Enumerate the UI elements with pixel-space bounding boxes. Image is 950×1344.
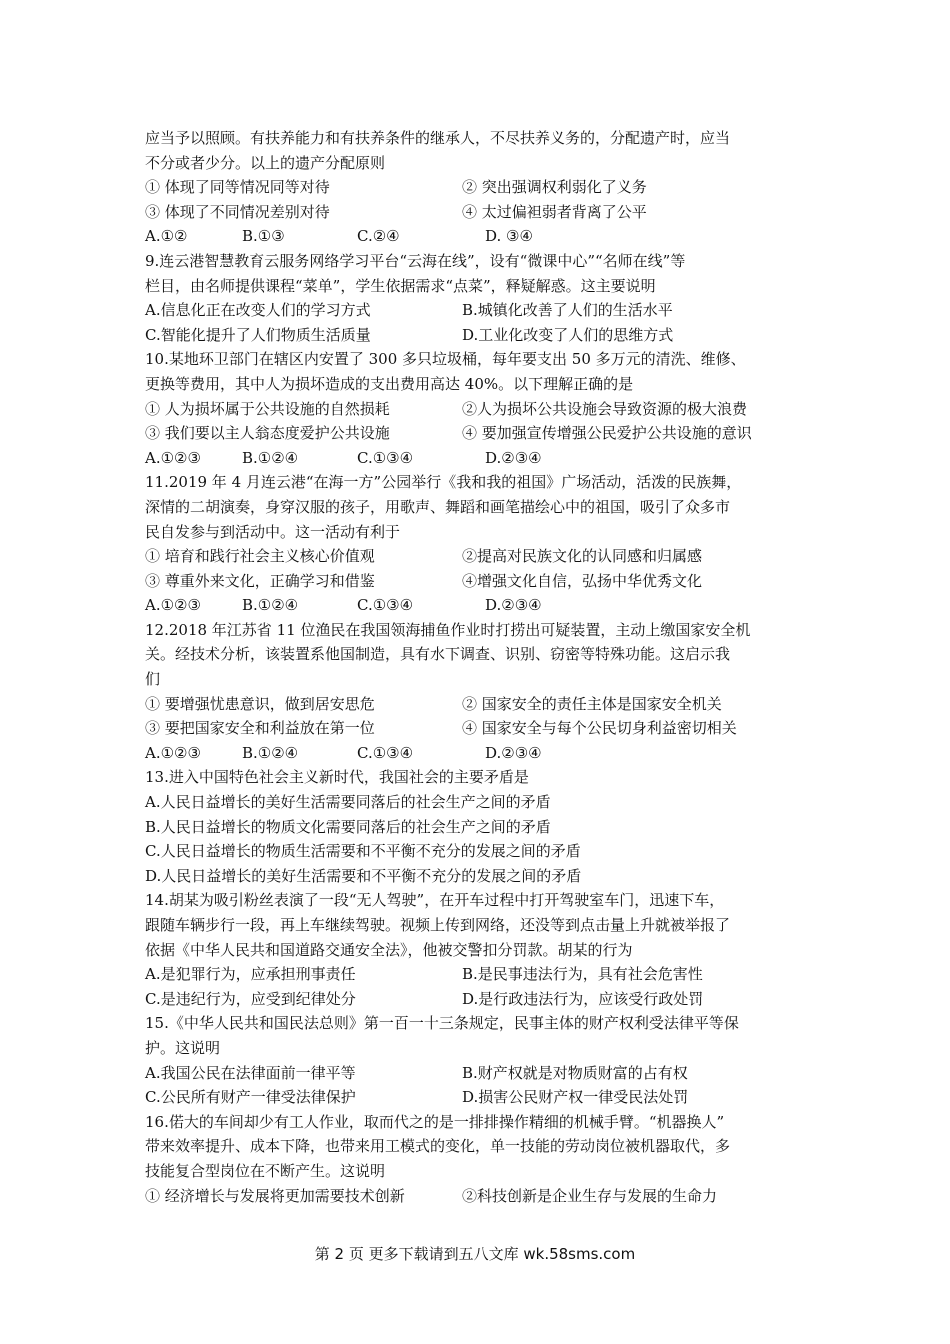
option-row bbox=[145, 298, 815, 323]
option-item: B.财产权就是对物质财富的占有权 bbox=[462, 1063, 688, 1082]
option-row bbox=[145, 569, 815, 594]
answer-choice: A.①② bbox=[145, 227, 188, 246]
answer-choice: A.①②③ bbox=[145, 743, 201, 762]
text-line: 9.连云港智慧教育云服务网络学习平台“云海在线”，设有“微课中心”“名师在线”等 bbox=[145, 251, 686, 270]
answer-choices bbox=[145, 224, 815, 249]
option-row bbox=[145, 397, 815, 422]
option-item: ① 经济增长与发展将更加需要技术创新 bbox=[145, 1186, 405, 1205]
option-item: ④ 国家安全与每个公民切身利益密切相关 bbox=[462, 719, 737, 738]
text-line: 10.某地环卫部门在辖区内安置了 300 多只垃圾桶，每年要支出 50 多万元的清洗、维修、 bbox=[145, 350, 746, 369]
option-item: A.是犯罪行为，应承担刑事责任 bbox=[145, 965, 356, 984]
option-item: ① 体现了同等情况同等对待 bbox=[145, 178, 330, 197]
answer-choice: D.②③④ bbox=[485, 743, 542, 762]
option-item: ③ 要把国家安全和利益放在第一位 bbox=[145, 719, 375, 738]
option-item: ③ 我们要以主人翁态度爱护公共设施 bbox=[145, 424, 390, 443]
text-line: 12.2018 年江苏省 11 位渔民在我国领海捕鱼作业时打捞出可疑装置，主动上缴国家安全机 bbox=[145, 620, 751, 639]
answer-choices bbox=[145, 446, 815, 471]
option-item: ③ 尊重外来文化，正确学习和借鉴 bbox=[145, 571, 375, 590]
text-line: 关。经技术分析，该装置系他国制造，具有水下调查、识别、窃密等特殊功能。这启示我 bbox=[145, 645, 731, 664]
option-item: ④ 太过偏袒弱者背离了公平 bbox=[462, 202, 647, 221]
option-row bbox=[145, 1085, 815, 1110]
text-line: B.人民日益增长的物质文化需要同落后的社会生产之间的矛盾 bbox=[145, 817, 551, 836]
text-line: 民自发参与到活动中。这一活动有利于 bbox=[145, 522, 401, 541]
text-line: 不分或者少分。以上的遗产分配原则 bbox=[145, 153, 386, 172]
option-item: ②人为损坏公共设施会导致资源的极大浪费 bbox=[462, 399, 748, 418]
answer-choice: B.①②④ bbox=[242, 448, 299, 467]
option-item: ②提高对民族文化的认同感和归属感 bbox=[462, 547, 703, 566]
option-row bbox=[145, 987, 815, 1012]
text-line: 16.偌大的车间却少有工人作业，取而代之的是一排排操作精细的机械手臂。“机器换人” bbox=[145, 1112, 725, 1131]
text-line: D.人民日益增长的美好生活需要和不平衡不充分的发展之间的矛盾 bbox=[145, 866, 582, 885]
option-item: D.工业化改变了人们的思维方式 bbox=[462, 325, 674, 344]
option-item: D.是行政违法行为，应该受行政处罚 bbox=[462, 989, 704, 1008]
option-row bbox=[145, 323, 815, 348]
option-row bbox=[145, 421, 815, 446]
text-line: 14.胡某为吸引粉丝表演了一段“无人驾驶”，在开车过程中打开驾驶室车门，迅速下车， bbox=[145, 891, 725, 910]
answer-choices bbox=[145, 593, 815, 618]
option-item: C.智能化提升了人们物质生活质量 bbox=[145, 325, 371, 344]
page-footer: 第 2 页 更多下载请到五八文库 wk.58sms.com bbox=[314, 1245, 636, 1263]
option-row bbox=[145, 1184, 815, 1209]
option-item: ② 国家安全的责任主体是国家安全机关 bbox=[462, 694, 722, 713]
answer-choice: C.①③④ bbox=[357, 743, 414, 762]
option-item: D.损害公民财产权一律受民法处罚 bbox=[462, 1088, 689, 1107]
answer-choice: C.②④ bbox=[357, 227, 400, 246]
answer-choice: A.①②③ bbox=[145, 596, 201, 615]
option-item: A.信息化正在改变人们的学习方式 bbox=[145, 301, 371, 320]
text-line: 栏目，由名师提供课程“菜单”，学生依据需求“点菜”，释疑解惑。这主要说明 bbox=[145, 276, 656, 295]
option-item: ②科技创新是企业生存与发展的生命力 bbox=[462, 1186, 718, 1205]
text-line: 深情的二胡演奏，身穿汉服的孩子，用歌声、舞蹈和画笔描绘心中的祖国，吸引了众多市 bbox=[145, 497, 731, 516]
question-text bbox=[145, 126, 815, 1208]
option-item: ④ 要加强宣传增强公民爱护公共设施的意识 bbox=[462, 424, 752, 443]
option-item: ① 要增强忧患意识，做到居安思危 bbox=[145, 694, 375, 713]
option-item: ① 培育和践行社会主义核心价值观 bbox=[145, 547, 375, 566]
option-row bbox=[145, 175, 815, 200]
answer-choice: D.②③④ bbox=[485, 448, 542, 467]
option-row bbox=[145, 200, 815, 225]
text-line: 依据《中华人民共和国道路交通安全法》，他被交警扣分罚款。胡某的行为 bbox=[145, 940, 633, 959]
option-item: B.是民事违法行为，具有社会危害性 bbox=[462, 965, 703, 984]
answer-choices bbox=[145, 741, 815, 766]
option-item: ① 人为损坏属于公共设施的自然损耗 bbox=[145, 399, 390, 418]
option-row bbox=[145, 962, 815, 987]
answer-choice: A.①②③ bbox=[145, 448, 201, 467]
option-row bbox=[145, 1061, 815, 1086]
text-line: 更换等费用，其中人为损坏造成的支出费用高达 40%。以下理解正确的是 bbox=[145, 374, 634, 393]
text-line: 应当予以照顾。有扶养能力和有扶养条件的继承人，不尽扶养义务的，分配遗产时，应当 bbox=[145, 129, 731, 147]
text-line: 15.《中华人民共和国民法总则》第一百一十三条规定，民事主体的财产权利受法律平等保 bbox=[145, 1014, 739, 1033]
text-line: 们 bbox=[145, 670, 161, 689]
answer-choice: B.①②④ bbox=[242, 596, 299, 615]
option-item: C.公民所有财产一律受法律保护 bbox=[145, 1088, 356, 1107]
option-item: C.是违纪行为，应受到纪律处分 bbox=[145, 989, 356, 1008]
text-line: 技能复合型岗位在不断产生。这说明 bbox=[145, 1161, 386, 1180]
answer-choice: C.①③④ bbox=[357, 596, 414, 615]
answer-choice: D. ③④ bbox=[485, 227, 533, 246]
option-row bbox=[145, 692, 815, 717]
option-item: A.我国公民在法律面前一律平等 bbox=[145, 1063, 356, 1082]
answer-choice: C.①③④ bbox=[357, 448, 414, 467]
answer-choice: B.①②④ bbox=[242, 743, 299, 762]
text-line: C.人民日益增长的物质生活需要和不平衡不充分的发展之间的矛盾 bbox=[145, 842, 581, 861]
option-row bbox=[145, 544, 815, 569]
option-item: ② 突出强调权利弱化了义务 bbox=[462, 178, 647, 197]
option-item: ③ 体现了不同情况差别对待 bbox=[145, 202, 330, 221]
option-row bbox=[145, 716, 815, 741]
text-line: 跟随车辆步行一段，再上车继续驾驶。视频上传到网络，还没等到点击量上升就被举报了 bbox=[145, 916, 731, 934]
option-item: ④增强文化自信，弘扬中华优秀文化 bbox=[462, 571, 703, 590]
answer-choice: D.②③④ bbox=[485, 596, 542, 615]
text-line: A.人民日益增长的美好生活需要同落后的社会生产之间的矛盾 bbox=[145, 793, 551, 812]
option-item: B.城镇化改善了人们的生活水平 bbox=[462, 301, 673, 320]
answer-choice: B.①③ bbox=[242, 227, 285, 246]
text-line: 带来效率提升、成本下降，也带来用工模式的变化，单一技能的劳动岗位被机器取代，多 bbox=[145, 1137, 731, 1156]
text-line: 11.2019 年 4 月连云港“在海一方”公园举行《我和我的祖国》广场活动，活泼的民族舞， bbox=[145, 473, 742, 492]
text-line: 13.进入中国特色社会主义新时代，我国社会的主要矛盾是 bbox=[145, 768, 529, 787]
text-line: 护。这说明 bbox=[145, 1038, 221, 1057]
